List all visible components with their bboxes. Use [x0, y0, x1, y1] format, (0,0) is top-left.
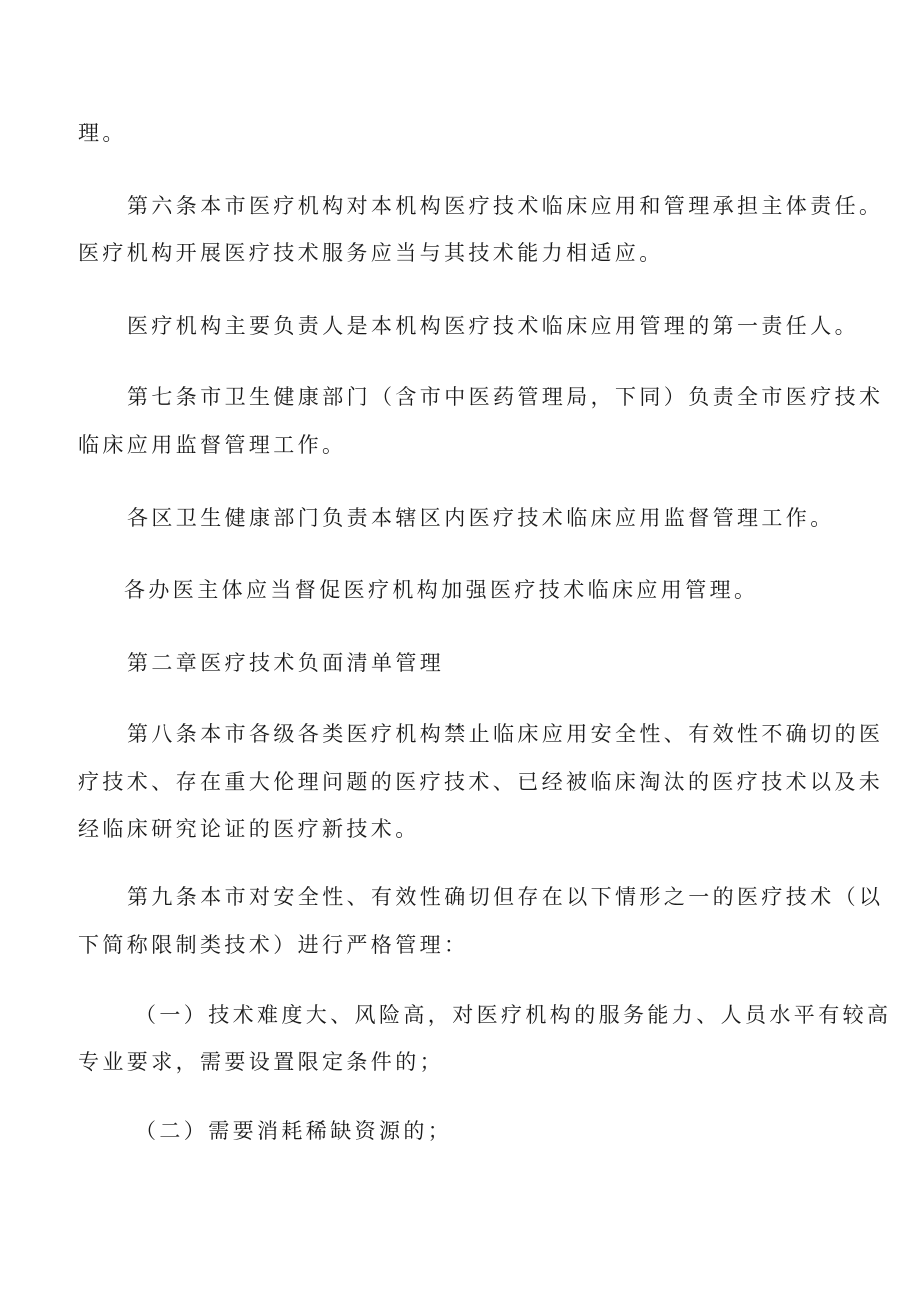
article-9-line-2: 下简称限制类技术）进行严格管理： [78, 933, 469, 957]
article-8-line-2: 疗技术、存在重大伦理问题的医疗技术、已经被临床淘汰的医疗技术以及未 [78, 770, 884, 794]
article-7-paragraph-2: 各区卫生健康部门负责本辖区内医疗技术临床应用监督管理工作。 [127, 506, 835, 530]
item-1-line-2: 专业要求，需要设置限定条件的； [78, 1050, 444, 1074]
item-2-line-1: （二）需要消耗稀缺资源的； [135, 1119, 453, 1143]
article-7-paragraph-3: 各办医主体应当督促医疗机构加强医疗技术临床应用管理。 [124, 578, 759, 602]
item-1-line-1: （一）技术难度大、风险高，对医疗机构的服务能力、人员水平有较高 [135, 1003, 892, 1027]
article-8-line-3: 经临床研究论证的医疗新技术。 [78, 817, 420, 841]
article-7-line-2: 临床应用监督管理工作。 [78, 433, 347, 457]
article-6-paragraph-2: 医疗机构主要负责人是本机构医疗技术临床应用管理的第一责任人。 [127, 314, 859, 338]
article-9-line-1: 第九条本市对安全性、有效性确切但存在以下情形之一的医疗技术（以 [127, 885, 884, 909]
article-6-line-1: 第六条本市医疗机构对本机构医疗技术临床应用和管理承担主体责任。 [127, 194, 884, 218]
article-7-line-1: 第七条市卫生健康部门（含市中医药管理局，下同）负责全市医疗技术 [127, 385, 884, 409]
article-8-line-1: 第八条本市各级各类医疗机构禁止临床应用安全性、有效性不确切的医 [127, 722, 884, 746]
article-6-line-2: 医疗机构开展医疗技术服务应当与其技术能力相适应。 [78, 241, 664, 265]
chapter-2-heading: 第二章医疗技术负面清单管理 [127, 651, 445, 675]
text-line: 理。 [78, 121, 127, 145]
